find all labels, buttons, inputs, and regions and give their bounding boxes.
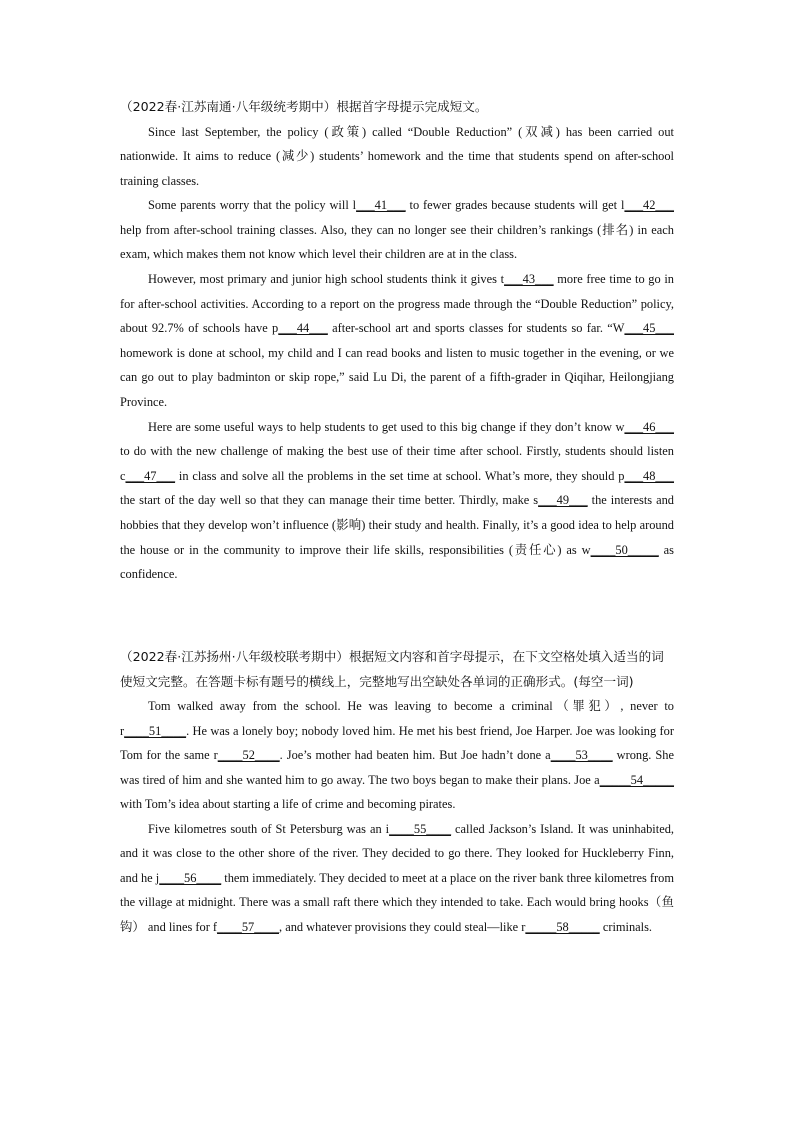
paragraph xyxy=(120,694,674,817)
text-run: Tom walked away from the school. He was leaving to become a criminal（罪犯）, never to r xyxy=(120,699,674,738)
text-run: , and whatever provisions they could steal—like r xyxy=(279,919,526,934)
blank-field: ___43___ xyxy=(504,272,554,287)
blank-field: ___48___ xyxy=(624,468,674,483)
paragraph xyxy=(120,120,674,194)
section-1-body xyxy=(120,120,674,587)
blank-field: ____53____ xyxy=(550,748,613,762)
text-run: them immediately. They decided to meet at a place on the river bank three kilometres from the village at midnight. There was a small raft there which they intended to take. Each would bring hooks（鱼钩） and lines for f xyxy=(120,870,674,934)
blank-field: _____58_____ xyxy=(525,919,600,934)
text-run: help from after-school training classes. Also, they can no longer see their children’s rankings (排名) in each exam, which makes them not know which level their children are at in the class. xyxy=(120,222,674,262)
text-run: However, most primary and junior high school students think it gives t xyxy=(148,272,505,287)
section-1 xyxy=(120,95,674,587)
paragraph xyxy=(120,193,674,267)
text-run: the interests and hobbies that they develop won’t influence (影响) their study and health. Finally, it’s a good idea to help around the house or in the community to improve their life skills, responsibilities (责任心) as w xyxy=(120,493,674,557)
text-run: called Jackson’s Island. It was uninhabited, and it was close to the other shore of the river. They decided to go there. They looked for Huckleberry Finn, and he j xyxy=(120,821,674,885)
blank-field: ____55____ xyxy=(389,821,452,836)
text-run: criminals. xyxy=(599,919,653,934)
text-run: . Joe’s mother had beaten him. But Joe hadn’t done a xyxy=(279,748,551,762)
text-run: with Tom’s idea about starting a life of crime and becoming pirates. xyxy=(120,797,456,811)
blank-field: ____50_____ xyxy=(590,542,659,557)
text-run: Since last September, the policy (政策) called “Double Reduction” (双减) has been carried out nationwide. It aims to reduce (减少) students’ homework and the time that students spend on after-school training classes. xyxy=(120,124,674,188)
paragraph xyxy=(120,267,674,415)
text-run: Here are some useful ways to help students to get used to this big change if they don’t know w xyxy=(148,419,625,434)
text-run: wrong. She was tired of him and she wanted him to go away. The two boys began to make their plans. Joe a xyxy=(120,748,674,787)
paragraph xyxy=(120,817,674,940)
blank-field: ___46___ xyxy=(624,419,674,434)
blank-field: ___41___ xyxy=(356,198,406,213)
blank-field: ___42___ xyxy=(624,198,674,213)
text-run: to do with the new challenge of making the best use of their time after school. Firstly, students should listen c xyxy=(120,444,674,483)
section-2 xyxy=(120,645,674,939)
blank-field: ____52____ xyxy=(217,748,280,762)
section-2-body xyxy=(120,694,674,939)
blank-field: _____54_____ xyxy=(599,772,674,787)
section-1-heading: （2022春·江苏南通·八年级统考期中）根据首字母提示完成短文。 xyxy=(120,99,488,114)
blank-field: ___49___ xyxy=(538,493,588,508)
text-run: the start of the day well so that they can manage their time better. Thirdly, make s xyxy=(120,493,539,508)
blank-field: ___44___ xyxy=(278,321,328,336)
text-run: after-school art and sports classes for students so far. “W xyxy=(327,321,625,336)
text-run: Some parents worry that the policy will l xyxy=(148,198,357,213)
text-run: homework is done at school, my child and I can read books and listen to music together in the evening, or we can go out to play badminton or skip rope,” said Lu Di, the parent of a fifth-grader in Qiqihar, Heilongjiang Province. xyxy=(120,345,674,410)
blank-field: ___47___ xyxy=(125,468,176,483)
section-2-heading: （2022春·江苏扬州·八年级校联考期中）根据短文内容和首字母提示，在下文空格处填入适当的词使短文完整。在答题卡标有题号的横线上，完整地写出空缺处各单词的正确形式。(每空一词) xyxy=(120,649,664,689)
blank-field: ____57____ xyxy=(217,919,279,934)
text-run: in class and solve all the problems in the set time at school. What’s more, they should p xyxy=(175,468,625,483)
blank-field: ____51____ xyxy=(124,723,187,738)
blank-field: ____56____ xyxy=(159,870,222,885)
text-run: as confidence. xyxy=(120,542,674,582)
blank-field: ___45___ xyxy=(624,321,674,336)
text-run: to fewer grades because students will get l xyxy=(405,198,625,213)
text-run: . He was a lonely boy; nobody loved him. He met his best friend, Joe Harper. Joe was looking for Tom for the same r xyxy=(120,723,674,762)
paragraph xyxy=(120,415,674,587)
text-run: more free time to go in for after-school activities. According to a report on the progress made through the “Double Reduction” policy, about 92.7% of schools have p xyxy=(120,272,674,336)
text-run: Five kilometres south of St Petersburg was an i xyxy=(148,821,390,836)
